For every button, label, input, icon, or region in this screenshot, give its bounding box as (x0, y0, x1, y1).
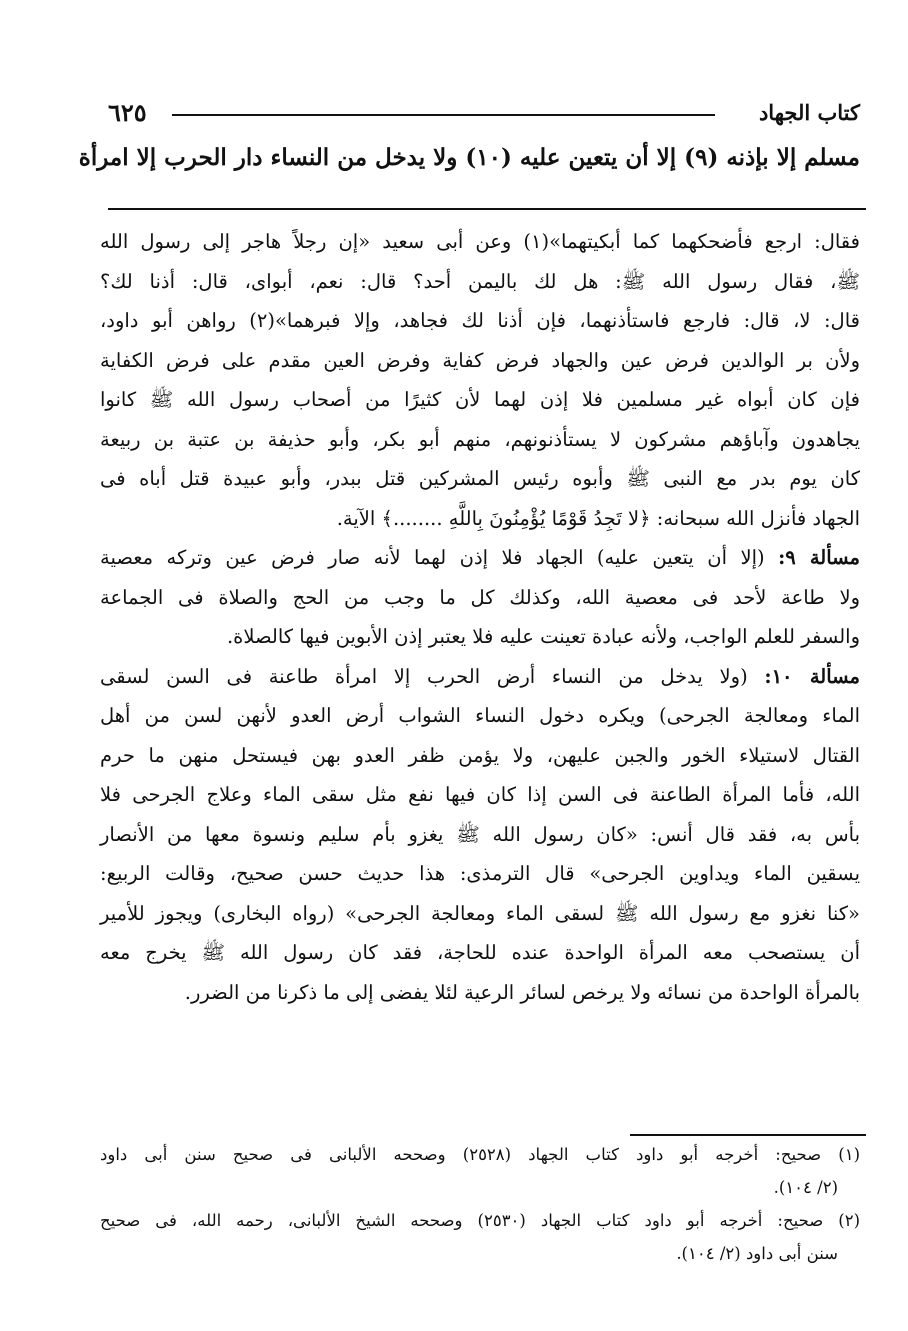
masala-9-label: مسألة ٩: (778, 546, 860, 569)
footnote-2-line: سنن أبى داود (٢/ ١٠٤). (676, 1244, 838, 1263)
body-line: الجهاد فأنزل الله سبحانه: ﴿لا تَجِدُ قَوْمًا يُؤْمِنُونَ بِاللَّهِ ........﴾ الآية. (336, 506, 860, 530)
matn-separator (108, 208, 866, 210)
body-line: الله، فأما المرأة الطاعنة فى السن إذا كان فيها نفع مثل سقى الماء وعلاج الجرحى فلا (100, 783, 860, 806)
matn-text: مسلم إلا بإذنه (٩) إلا أن يتعين عليه (١٠) ولا يدخل من النساء دار الحرب إلا امرأة (78, 144, 860, 171)
body-line: يجاهدون وآباؤهم مشركون لا يستأذنونهم، منهم أبو بكر، وأبو حذيفة بن عتبة بن ربيعة (100, 427, 860, 451)
body-line: «كنا نغزو مع رسول الله ﷺ لسقى الماء ومعالجة الجرحى» (رواه البخارى) ويجوز للأمير (100, 901, 860, 925)
masala-10-label: مسألة ١٠: (764, 664, 860, 688)
body-line: ﷺ، فقال رسول الله ﷺ: هل لك باليمن أحد؟ قال: نعم، أبواى، قال: أذنا لك؟ (100, 269, 860, 293)
body-line: يسقين الماء ويداوين الجرحى» قال الترمذى: هذا حديث حسن صحيح، وقالت الربيع: (100, 862, 860, 885)
page-number: ٦٢٥ (108, 98, 147, 127)
running-header (100, 100, 860, 130)
masala-9-line (100, 538, 860, 578)
commentary-body (100, 222, 860, 1012)
body-line: قال: لا، قال: فارجع فاستأذنهما، فإن أذنا لك فجاهد، وإلا فبرهما»(٢) رواهن أبو داود، (100, 309, 860, 332)
body-line: أن يستصحب معه المرأة الواحدة عنده للحاجة، فقد كان رسول الله ﷺ يخرج معه (100, 941, 860, 964)
chapter-title: كتاب الجهاد (758, 100, 860, 125)
body-line: ولا طاعة لأحد فى معصية الله، وكذلك كل ما وجب من الحج والصلاة فى الجماعة (100, 585, 860, 609)
body-line: والسفر للعلم الواجب، ولأنه عبادة تعينت عليه فلا يعتبر إذن الأبوين فيها كالصلاة. (226, 625, 860, 648)
footnote-2-line: (٢) صحيح: أخرجه أبو داود كتاب الجهاد (٢٥٣٠) وصححه الشيخ الألبانى، رحمه الله، فى صحيح (100, 1211, 860, 1230)
body-line: فإن كان أبواه غير مسلمين فلا إذن لهما لأن كثيرًا من أصحاب رسول الله ﷺ كانوا (100, 388, 860, 411)
footnote-separator (630, 1134, 866, 1136)
footnotes (100, 1138, 860, 1270)
masala-10-text: (ولا يدخل من النساء أرض الحرب إلا امرأة طاعنة فى السن لسقى (100, 664, 748, 688)
body-line: القتال لاستيلاء الخور والجبن عليهن، ولا يؤمن ظفر العدو بهن فيستحل منهن ما حرم (100, 743, 860, 767)
body-line: بالمرأة الواحدة من نسائه ولا يرخص لسائر الرعية لئلا يفضى إلى ما ذكرنا من الضرر. (184, 980, 860, 1004)
body-line: ولأن بر الوالدين فرض عين والجهاد فرض كفاية وفرض العين مقدم على فرض الكفاية (100, 348, 860, 372)
body-line: بأس به، فقد قال أنس: «كان رسول الله ﷺ يغزو بأم سليم ونسوة معها من الأنصار (100, 822, 860, 846)
body-line: كان يوم بدر مع النبى ﷺ وأبوه رئيس المشركين قتل ببدر، وأبو عبيدة قتل أباه فى (100, 467, 860, 490)
footnote-1-line: (٢/ ١٠٤). (773, 1178, 838, 1197)
header-rule (172, 114, 715, 116)
body-line: فقال: ارجع فأضحكهما كما أبكيتهما»(١) وعن أبى سعيد «إن رجلاً هاجر إلى رسول الله (100, 230, 860, 253)
masala-10-line (100, 657, 860, 697)
masala-9-text: (إلا أن يتعين عليه) الجهاد فلا إذن لهما لأنه صار فرض عين وتركه معصية (100, 546, 765, 569)
body-line: الماء ومعالجة الجرحى) ويكره دخول النساء الشواب أرض العدو لأنهن لسن من أهل (100, 704, 860, 727)
footnote-1-line: (١) صحيح: أخرجه أبو داود كتاب الجهاد (٢٥٢٨) وصححه الألبانى فى صحيح سنن أبى داود (100, 1145, 860, 1164)
